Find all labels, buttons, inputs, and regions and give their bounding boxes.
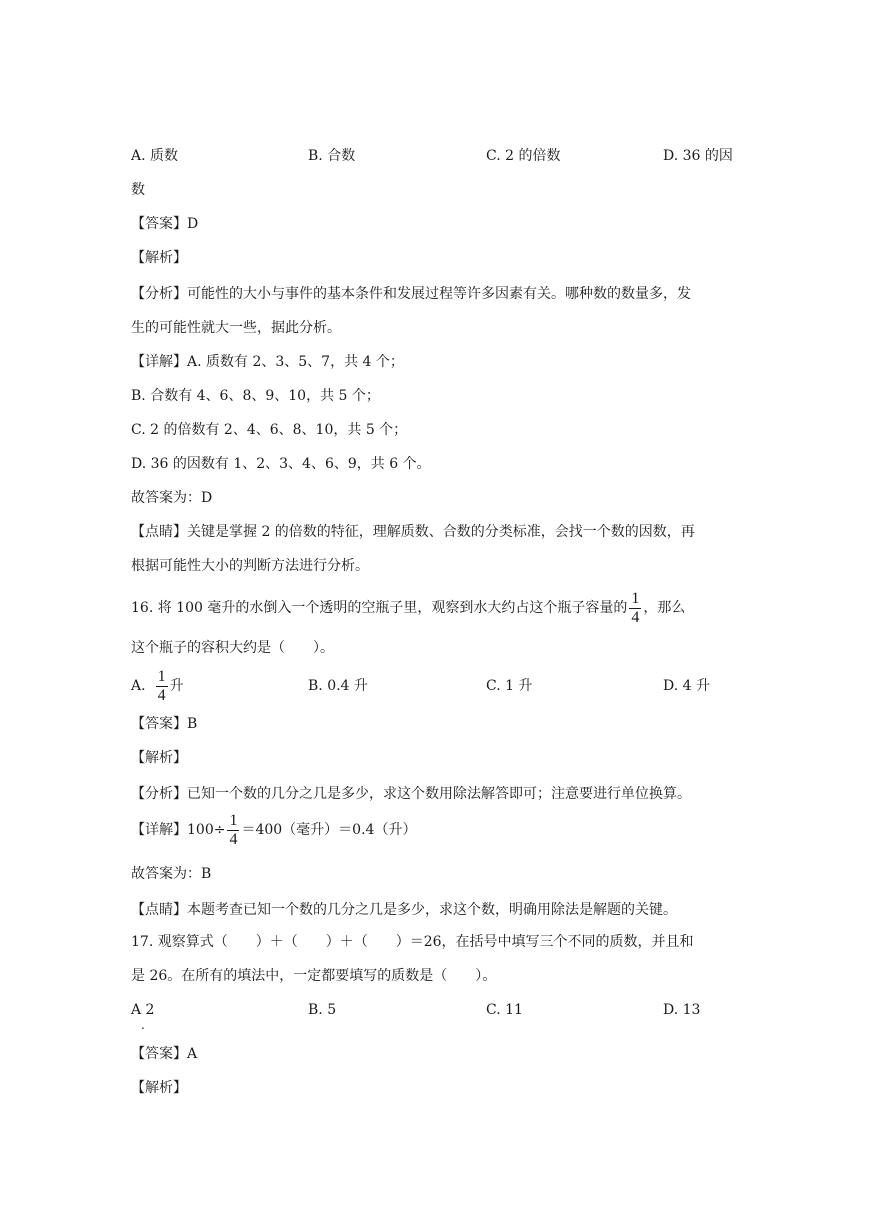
q15-option-d-wrap: 数 [131,182,145,198]
q15-conclusion: 故答案为：D [131,490,213,506]
q15-xiangjie-line-4: D. 36 的因数有 1、2、3、4、6、9，共 6 个。 [131,456,431,472]
q16-xiangjie-result: ＝400（毫升）＝0.4（升） [241,822,417,838]
q15-dianjing-line-1: 【点睛】关键是掌握 2 的倍数的特征，理解质数、合数的分类标准，会找一个数的因数，再 [131,524,695,540]
q16-stem-fraction-numerator: 1 [631,589,640,607]
q16-dianjing: 【点睛】本题考查已知一个数的几分之几是多少，求这个数，明确用除法是解题的关键。 [131,902,677,918]
q15-option-c: C. 2 的倍数 [486,148,561,164]
q15-xiangjie-line-1: 【详解】A. 质数有 2、3、5、7，共 4 个； [131,354,404,370]
q16-option-c: C. 1 升 [486,678,533,694]
q16-stem-fraction [629,590,641,627]
q15-option-d: D. 36 的因 [663,148,733,164]
q15-dianjing-line-2: 根据可能性大小的判断方法进行分析。 [131,558,369,574]
q16-stem-line-1 [131,586,685,630]
q16-xiangjie-text: 【详解】100÷ [131,822,226,838]
q15-xiangjie-line-3: C. 2 的倍数有 2、4、6、8、10，共 5 个； [131,422,408,438]
q16-option-a-fraction [156,668,168,705]
q15-option-a: A. 质数 [131,148,179,164]
q16-option-d: D. 4 升 [663,678,710,694]
q15-xiangjie-line-2: B. 合数有 4、6、8、9、10，共 5 个； [131,388,380,404]
q16-option-a-unit: 升 [169,678,184,694]
q16-stem-fraction-denominator: 4 [631,608,640,626]
q15-analysis-heading: 【解析】 [131,250,187,266]
q17-stem-line-1: 17. 观察算式（ ）＋（ ）＋（ ）＝26，在括号中填写三个不同的质数，并且和 [131,934,694,950]
q16-xiangjie-denominator: 4 [229,830,238,848]
q16-option-b: B. 0.4 升 [308,678,368,694]
q17-option-d: D. 13 [663,1002,701,1018]
q16-stem-line-2: 这个瓶子的容积大约是（ ）。 [131,640,334,656]
q17-option-a: A 2 [131,1002,155,1018]
q17-stem-line-2: 是 26。在所有的填法中，一定都要填写的质数是（ ）。 [131,968,497,984]
q16-analysis-heading: 【解析】 [131,750,187,766]
q17-option-a-dot: . [141,1018,145,1032]
q16-xiangjie-numerator: 1 [229,811,238,829]
q16-conclusion: 故答案为：B [131,866,212,882]
q16-xiangjie-fraction [227,812,239,849]
q17-option-b: B. 5 [308,1002,337,1018]
q16-option-a-numerator: 1 [157,667,166,685]
q16-option-a-denominator: 4 [157,686,166,704]
q16-fenxi: 【分析】已知一个数的几分之几是多少，求这个数用除法解答即可；注意要进行单位换算。 [131,786,691,802]
q15-fenxi-line-2: 生的可能性就大一些，据此分析。 [131,320,341,336]
q16-option-a-label: A. [131,678,146,694]
q15-answer: 【答案】D [131,216,199,232]
q16-stem-text-tail: ，那么 [643,600,686,616]
q16-option-a [131,664,184,708]
q16-stem-text: 16. 将 100 毫升的水倒入一个透明的空瓶子里，观察到水大约占这个瓶子容量的 [131,600,628,616]
q16-answer: 【答案】B [131,716,198,732]
q17-analysis-heading: 【解析】 [131,1080,187,1096]
q16-xiangjie [131,808,416,852]
q17-answer: 【答案】A [131,1046,198,1062]
q15-option-b: B. 合数 [308,148,356,164]
q15-fenxi-line-1: 【分析】可能性的大小与事件的基本条件和发展过程等许多因素有关。哪种数的数量多，发 [131,286,691,302]
q17-option-c: C. 11 [486,1002,523,1018]
